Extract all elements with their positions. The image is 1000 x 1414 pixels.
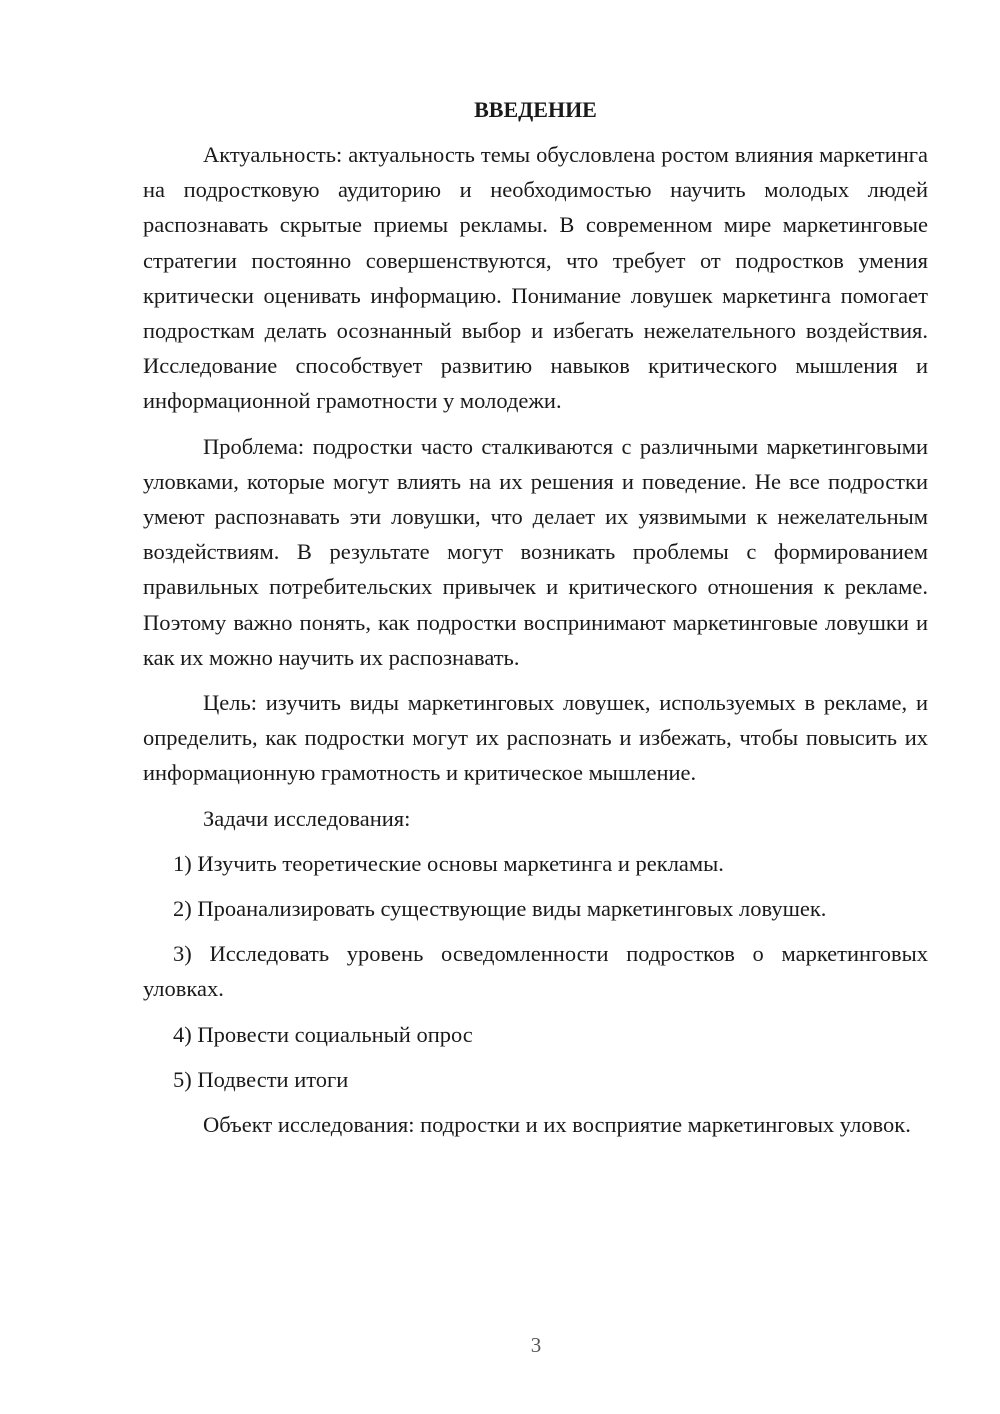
task-item-3: 3) Исследовать уровень осведомленности подростков о маркетинговых уловках. xyxy=(143,941,928,1002)
page-number: 3 xyxy=(530,1333,542,1357)
paragraph-relevance: Актуальность: актуальность темы обусловлена ростом влияния маркетинга на подростковую аудиторию и необходимостью научить молодых людей распознавать скрытые приемы рекламы. В современном мире маркетинговые стратегии постоянно совершенствуются, что требует от подростков умения критически оценивать информацию. Понимание ловушек маркетинга помогает подросткам делать осознанный выбор и избегать нежелательного воздействия. Исследование способствует развитию навыков критического мышления и информационной грамотности у молодежи. xyxy=(143,142,928,414)
paragraph-problem: Проблема: подростки часто сталкиваются с различными маркетинговыми уловками, которые могут влиять на их решения и поведение. Не все подростки умеют распознавать эти ловушки, что делает их уязвимыми к нежелательным воздействиям. В результате могут возникать проблемы с формированием правильных потребительских привычек и критического отношения к рекламе. Поэтому важно понять, как подростки воспринимают маркетинговые ловушки и как их можно научить их распознавать. xyxy=(143,433,928,670)
task-item-2: 2) Проанализировать существующие виды маркетинговых ловушек. xyxy=(173,896,827,922)
section-title: ВВЕДЕНИЕ xyxy=(474,97,597,122)
paragraph-object: Объект исследования: подростки и их восприятие маркетинговых уловок. xyxy=(203,1112,911,1138)
task-item-1: 1) Изучить теоретические основы маркетинга и рекламы. xyxy=(173,850,724,876)
task-item-5: 5) Подвести итоги xyxy=(173,1066,349,1092)
document-page xyxy=(143,92,928,1152)
paragraph-tasks-heading: Задачи исследования: xyxy=(203,805,411,831)
paragraph-goal: Цель: изучить виды маркетинговых ловушек, используемых в рекламе, и определить, как подростки могут их распознать и избежать, чтобы повысить их информационную грамотность и критическое мышление. xyxy=(143,690,928,786)
task-item-4: 4) Провести социальный опрос xyxy=(173,1021,473,1047)
